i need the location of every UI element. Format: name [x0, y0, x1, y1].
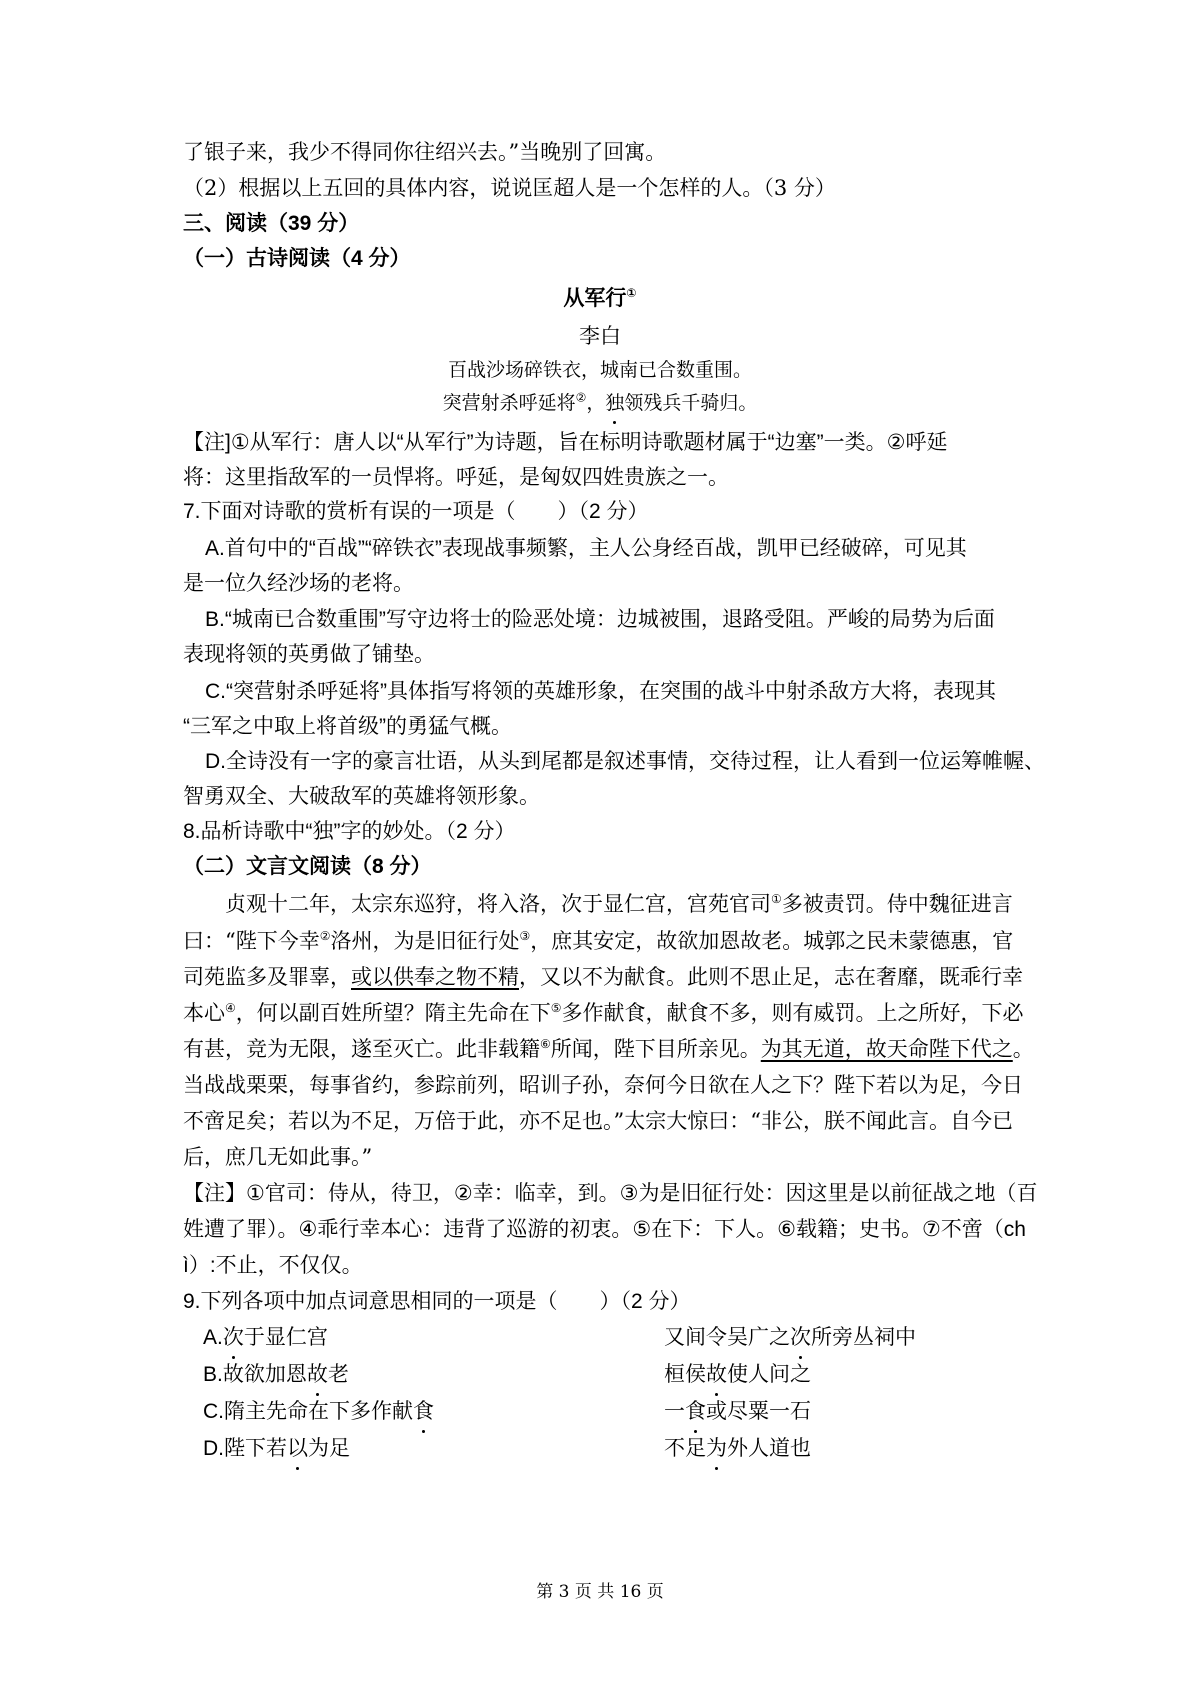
- underlined-phrase: 为其无道，故天命陛下代之: [760, 1037, 1013, 1061]
- question-7: 7.下面对诗歌的赏析有误的一项是（ ）（2 分）: [183, 500, 649, 523]
- underlined-phrase: 或以供奉之物不精: [351, 965, 519, 989]
- classical-text-line: 有甚，竞为无限，遂至灭亡。此非载籍⑥所闻，陛下目所亲见。为其无道，故天命陛下代之。: [183, 1037, 1034, 1061]
- option-d-cont: 智勇双全、大破敌军的英雄将领形象。: [183, 785, 540, 808]
- poem-title: 从军行①: [563, 286, 637, 310]
- q9-option-a: A.次于显仁宫 又间令吴广之次所旁丛祠中: [183, 1323, 1053, 1353]
- classical-text-line: 本心④，何以副百姓所望？隋主先命在下⑤多作献食，献食不多，则有威罚。上之所好，下必: [183, 1001, 1024, 1025]
- option-d: D.全诗没有一字的豪言壮语，从头到尾都是叙述事情，交待过程，让人看到一位运筹帷幄、: [205, 750, 1045, 773]
- classical-note: ì）:不止，不仅仅。: [183, 1254, 363, 1277]
- poem-note: 将：这里指敌军的一员悍将。呼延，是匈奴四姓贵族之一。: [183, 466, 729, 489]
- classical-text-line: 贞观十二年，太宗东巡狩，将入洛，次于显仁宫，宫苑官司①多被责罚。侍中魏征进言: [225, 892, 1013, 916]
- classical-text-line: 曰：“陛下今幸②洛州，为是旧征行处③，庶其安定，故欲加恩故老。城郭之民未蒙德惠，官: [183, 929, 1014, 953]
- classical-note: 【注】①官司：侍从，待卫，②幸：临幸，到。③为是旧征行处：因这里是以前征战之地（百: [183, 1182, 1038, 1205]
- option-a-cont: 是一位久经沙场的老将。: [183, 572, 414, 595]
- option-b: B.“城南已合数重围”写守边将士的险恶处境：边城被围，退路受阻。严峻的局势为后面: [205, 608, 995, 631]
- option-c-cont: “三军之中取上将首级”的勇猛气概。: [183, 715, 512, 738]
- subsection-heading: （一）古诗阅读（4 分）: [183, 247, 411, 270]
- classical-text-line: 后，庶几无如此事。”: [183, 1145, 373, 1169]
- page-footer: 第 3 页 共 16 页: [536, 1582, 664, 1602]
- q9-option-c: C.隋主先命在下多作献食 一食或尽粟一石: [183, 1397, 1053, 1427]
- poem-line: 百战沙场碎铁衣，城南已合数重围。: [447, 359, 752, 381]
- text-line: 了银子来，我少不得同你往绍兴去。”当晚别了回寓。: [183, 140, 667, 164]
- question-8: 8.品析诗歌中“独”字的妙处。（2 分）: [183, 820, 516, 843]
- option-a: A.首句中的“百战”“碎铁衣”表现战事频繁，主人公身经百战，凯甲已经破碎，可见其: [205, 537, 967, 560]
- section-heading: 三、阅读（39 分）: [183, 212, 360, 235]
- classical-text-line: 当战战栗栗，每事省约，参踪前列，昭训子孙，奈何今日欲在人之下？陛下若以为足，今日: [183, 1073, 1023, 1097]
- option-b-cont: 表现将领的英勇做了铺垫。: [183, 643, 435, 666]
- classical-text-line: 不啻足矣；若以为不足，万倍于此，亦不足也。”太宗大惊曰：“非公，朕不闻此言。自今已: [183, 1109, 1013, 1133]
- subsection-heading: （二）文言文阅读（8 分）: [183, 855, 432, 878]
- question-text: （2）根据以上五回的具体内容，说说匡超人是一个怎样的人。（3 分）: [183, 176, 836, 200]
- q9-option-d: D.陛下若以为足 不足为外人道也: [183, 1434, 1053, 1464]
- classical-note: 姓遭了罪）。④乖行幸本心：违背了巡游的初衷。⑤在下：下人。⑥载籍；史书。⑦不啻（ch: [183, 1218, 1026, 1241]
- option-c: C.“突营射杀呼延将”具体指写将领的英雄形象，在突围的战斗中射杀敌方大将，表现其: [205, 680, 996, 703]
- q9-option-b: B.故欲加恩故老 桓侯故使人问之: [183, 1360, 1053, 1390]
- classical-text-line: 司苑监多及罪辜，或以供奉之物不精，又以不为献食。此则不思止足，志在奢靡，既乖行幸: [183, 965, 1023, 989]
- question-9: 9.下列各项中加点词意思相同的一项是（ ）（2 分）: [183, 1290, 691, 1313]
- poem-author: 李白: [579, 325, 621, 348]
- poem-note: 【注]①从军行：唐人以“从军行”为诗题，旨在标明诗歌题材属于“边塞”一类。②呼延: [183, 431, 948, 454]
- poem-line: 突营射杀呼延将②，独领残兵千骑归。: [0, 388, 1200, 418]
